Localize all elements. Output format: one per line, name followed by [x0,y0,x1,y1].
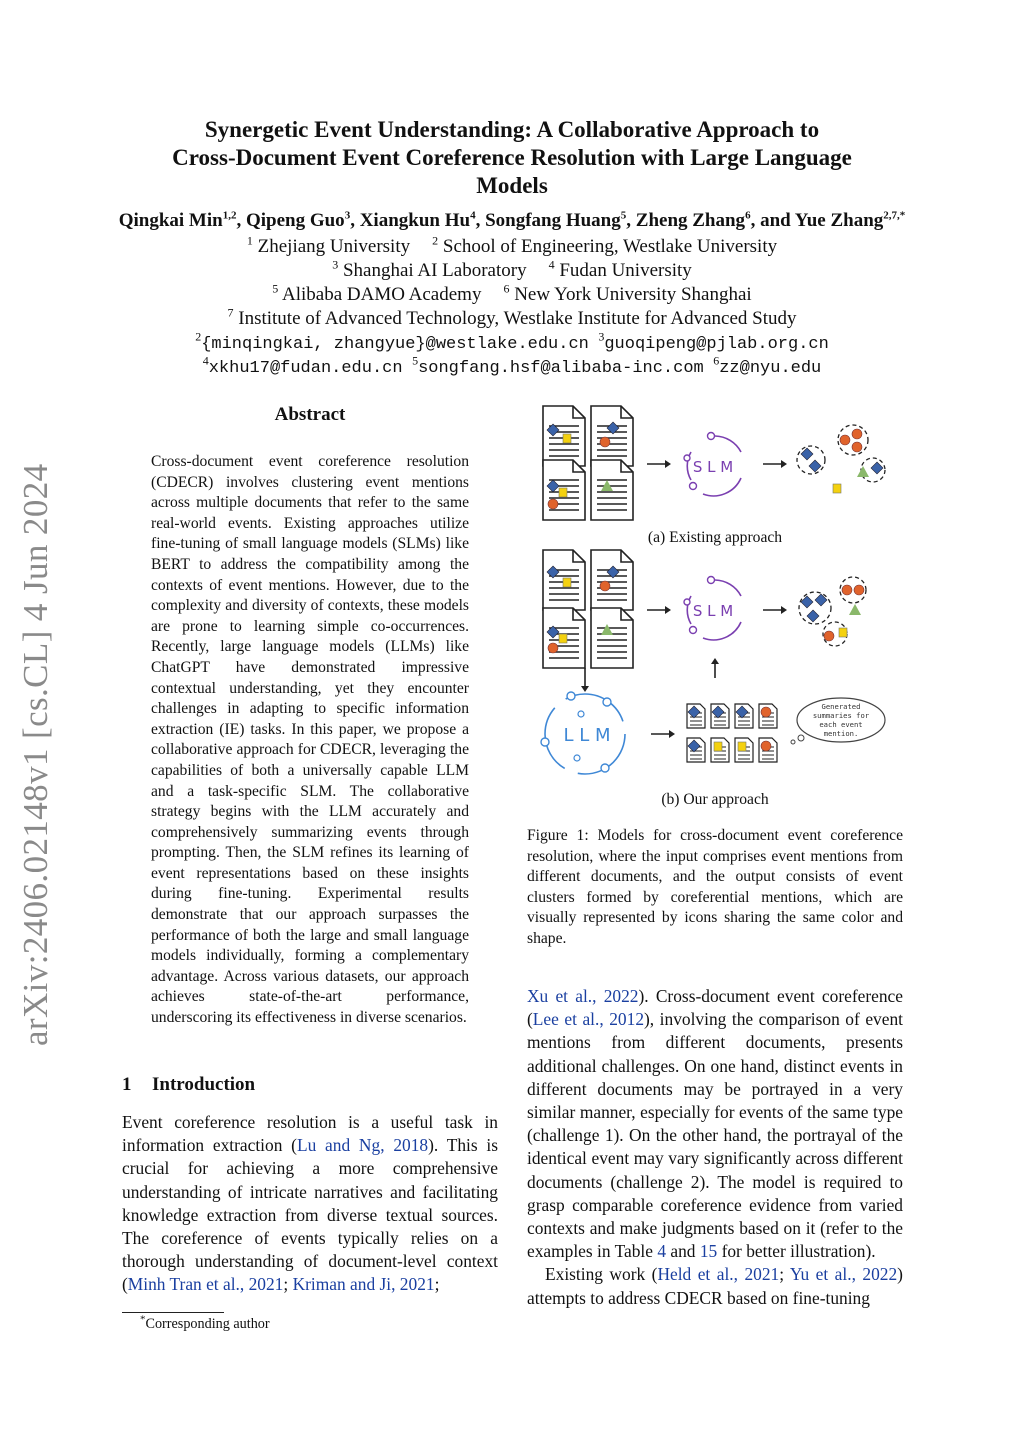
clusters-a [797,425,885,493]
email[interactable]: xkhu17@fudan.edu.cn [208,359,403,378]
email[interactable]: {minqingkai, zhangyue}@westlake.edu.cn [201,335,589,354]
affiliation-line: $^1$ Zhejiang University $^2$ School of Engineering, Westlake University [246,233,778,257]
affiliation: Fudan University [559,260,692,281]
table-ref-link[interactable]: 15 [699,1241,718,1262]
affiliation: Alibaba DAMO Academy [281,284,482,305]
svg-text:S L M: S L M [692,602,734,620]
title-line: Cross-Document Event Coreference Resolution with Large Language [172,145,852,170]
email[interactable]: guoqipeng@pjlab.org.cn [604,335,829,354]
figure-1-diagram [527,398,903,808]
affiliation: School of Engineering, Westlake University [442,236,778,257]
thought-bubble [791,698,885,744]
summary-documents [687,704,777,762]
svg-text:mention.: mention. [823,729,859,738]
author-name: Qipeng Guo [245,210,345,231]
affiliation: Zhejiang University [257,236,411,257]
citation-link[interactable]: Kriman and Ji, 2021 [292,1274,435,1295]
subfigure-caption-a: (a) Existing approach [647,529,783,546]
affiliation-line: $^3$ Shanghai AI Laboratory $^4$ Fudan University [332,257,692,281]
email[interactable]: songfang.hsf@alibaba-inc.com [418,359,704,378]
email-line: $^2${minqingkai, zhangyue}@westlake.edu.cn $^3$guoqipeng@pjlab.org.cn [195,329,829,354]
affiliation: Institute of Advanced Technology, Westlake Institute for Advanced Study [238,308,797,329]
title-line: Synergetic Event Understanding: A Collaborative Approach to [204,117,820,142]
author-name: Yue Zhang [794,210,884,231]
abstract-heading: Abstract [274,404,346,425]
author-name: Xiangkun Hu [359,210,471,231]
author-name: Songfang Huang [485,210,621,231]
title-line: Models [476,173,548,198]
arrow-icon [651,730,675,738]
citation-link[interactable]: Lee et al., 2012 [532,1009,645,1030]
author-name: Qingkai Min [118,210,223,231]
svg-text:summaries for: summaries for [812,711,870,720]
slm-icon [684,577,741,640]
clusters-b [799,577,866,646]
footnote-rule [122,1312,224,1313]
affiliation-line: $^7$ Institute of Advanced Technology, Westlake Institute for Advanced Study [227,305,797,329]
svg-text:Generated: Generated [821,702,861,711]
email-line: $^4$xkhu17@fudan.edu.cn $^5$songfang.hsf@alibaba-inc.com $^6$zz@nyu.edu [202,353,822,378]
arrow-down-icon [581,668,589,692]
affiliation-line: $^5$ Alibaba DAMO Academy $^6$ New York University Shanghai [272,281,752,305]
section-heading: 1 Introduction [122,1074,256,1095]
citation-link[interactable]: Held et al., 2021 [657,1264,780,1285]
table-ref-link[interactable]: 4 [657,1241,667,1262]
arrow-icon [647,606,671,614]
intro-paragraph-right: Xu et al., 2022). Cross-document event coreference (Lee et al., 2012), involving the comparison of event mentions from different documents, presents additional challenges. On one hand, distinct events in different documents may be portrayed in a very similar manner, especially for events of the same type (challenge 1). On the other hand, the portrayal of the identical event may vary significantly across different documents (challenge 2). The model is required to grasp comparable coreference evidence from varied contexts and make judgments based on it (refer to the examples in Table 4 and 15 for better illustration). Existing work (Held et al., 2021; Yu et al., 2022) attempts to address CDECR based on fine-tuning [527,986,903,1308]
arrow-up-icon [711,658,719,678]
citation-link[interactable]: Xu et al., 2022 [527,986,639,1006]
paper-title [0,116,1024,200]
arrow-icon [647,460,671,468]
author-name: Zheng Zhang [635,210,746,231]
author-list: Qingkai Min$^{1,2}$, Qipeng Guo$^3$, Xiangkun Hu$^4$, Songfang Huang$^5$, Zheng Zhang$^6$, and Yue Zhang$^{2,7,*}$ [118,209,906,231]
documents-group-a [543,406,633,520]
svg-text:L L M: L L M [563,725,611,746]
abstract-text: Cross-document event coreference resolution (CDECR) involves clustering event mentions across multiple documents that refer to the same real-world events. Existing approaches utilize fine-tuning of small language models (SLMs) like BERT to address the compatibility among the contexts of event mentions. However, due to the complexity and diversity of contexts, these models are prone to learning simple co-occurrences. Recently, large language models (LLMs) like ChatGPT have demonstrated impressive contextual understanding, yet they encounter challenges in adapting to specific information extraction (IE) tasks. In this paper, we propose a collaborative approach for CDECR, leveraging the capabilities of both a universally capable LLM and a task-specific SLM. The collaborative strategy begins with the LLM accurately and comprehensively summarizing events through prompting. Then, the SLM refines its learning of event representations based on these insights during fine-tuning. Experimental results demonstrate that our approach surpasses the performance of both the large and small language models individually, forming a complementary advantage. Across various datasets, our approach achieves state-of-the-art performance, underscoring its effectiveness in diverse scenarios. [151,453,469,1027]
email[interactable]: zz@nyu.edu [719,359,822,378]
llm-icon [541,692,625,774]
figure-caption: Figure 1: Models for cross-document event coreference resolution, where the input comprises event mentions from different documents, and the output consists of event clusters formed by coreferential mentions, which are visually represented by icons sharing the same color and shape. [527,827,903,947]
citation-link[interactable]: Yu et al., 2022 [789,1264,898,1285]
affiliation: New York University Shanghai [514,284,752,305]
footnote: *Corresponding author [140,1313,270,1332]
subfigure-caption-b: (b) Our approach [661,791,769,808]
slm-icon [684,433,741,496]
affiliation: Shanghai AI Laboratory [342,260,527,281]
intro-paragraph-left: Event coreference resolution is a useful task in information extraction (Lu and Ng, 2018). This is crucial for achieving a more comprehensive understanding of intricate narratives and facilitating knowledge extraction from diverse textual sources. The coreference of events typically relies on a thorough understanding of document-level context (Minh Tran et al., 2021; Kriman and Ji, 2021; [122,1112,498,1295]
arrow-icon [763,460,787,468]
citation-link[interactable]: Minh Tran et al., 2021 [127,1274,284,1295]
arxiv-identifier: arXiv:2406.02148v1 [cs.CL] 4 Jun 2024 [16,463,55,1046]
citation-link[interactable]: Lu and Ng, 2018 [296,1135,429,1156]
documents-group-b [543,550,633,668]
svg-text:S L M: S L M [692,458,734,476]
svg-text:each event: each event [819,720,863,729]
arrow-icon [763,606,787,614]
